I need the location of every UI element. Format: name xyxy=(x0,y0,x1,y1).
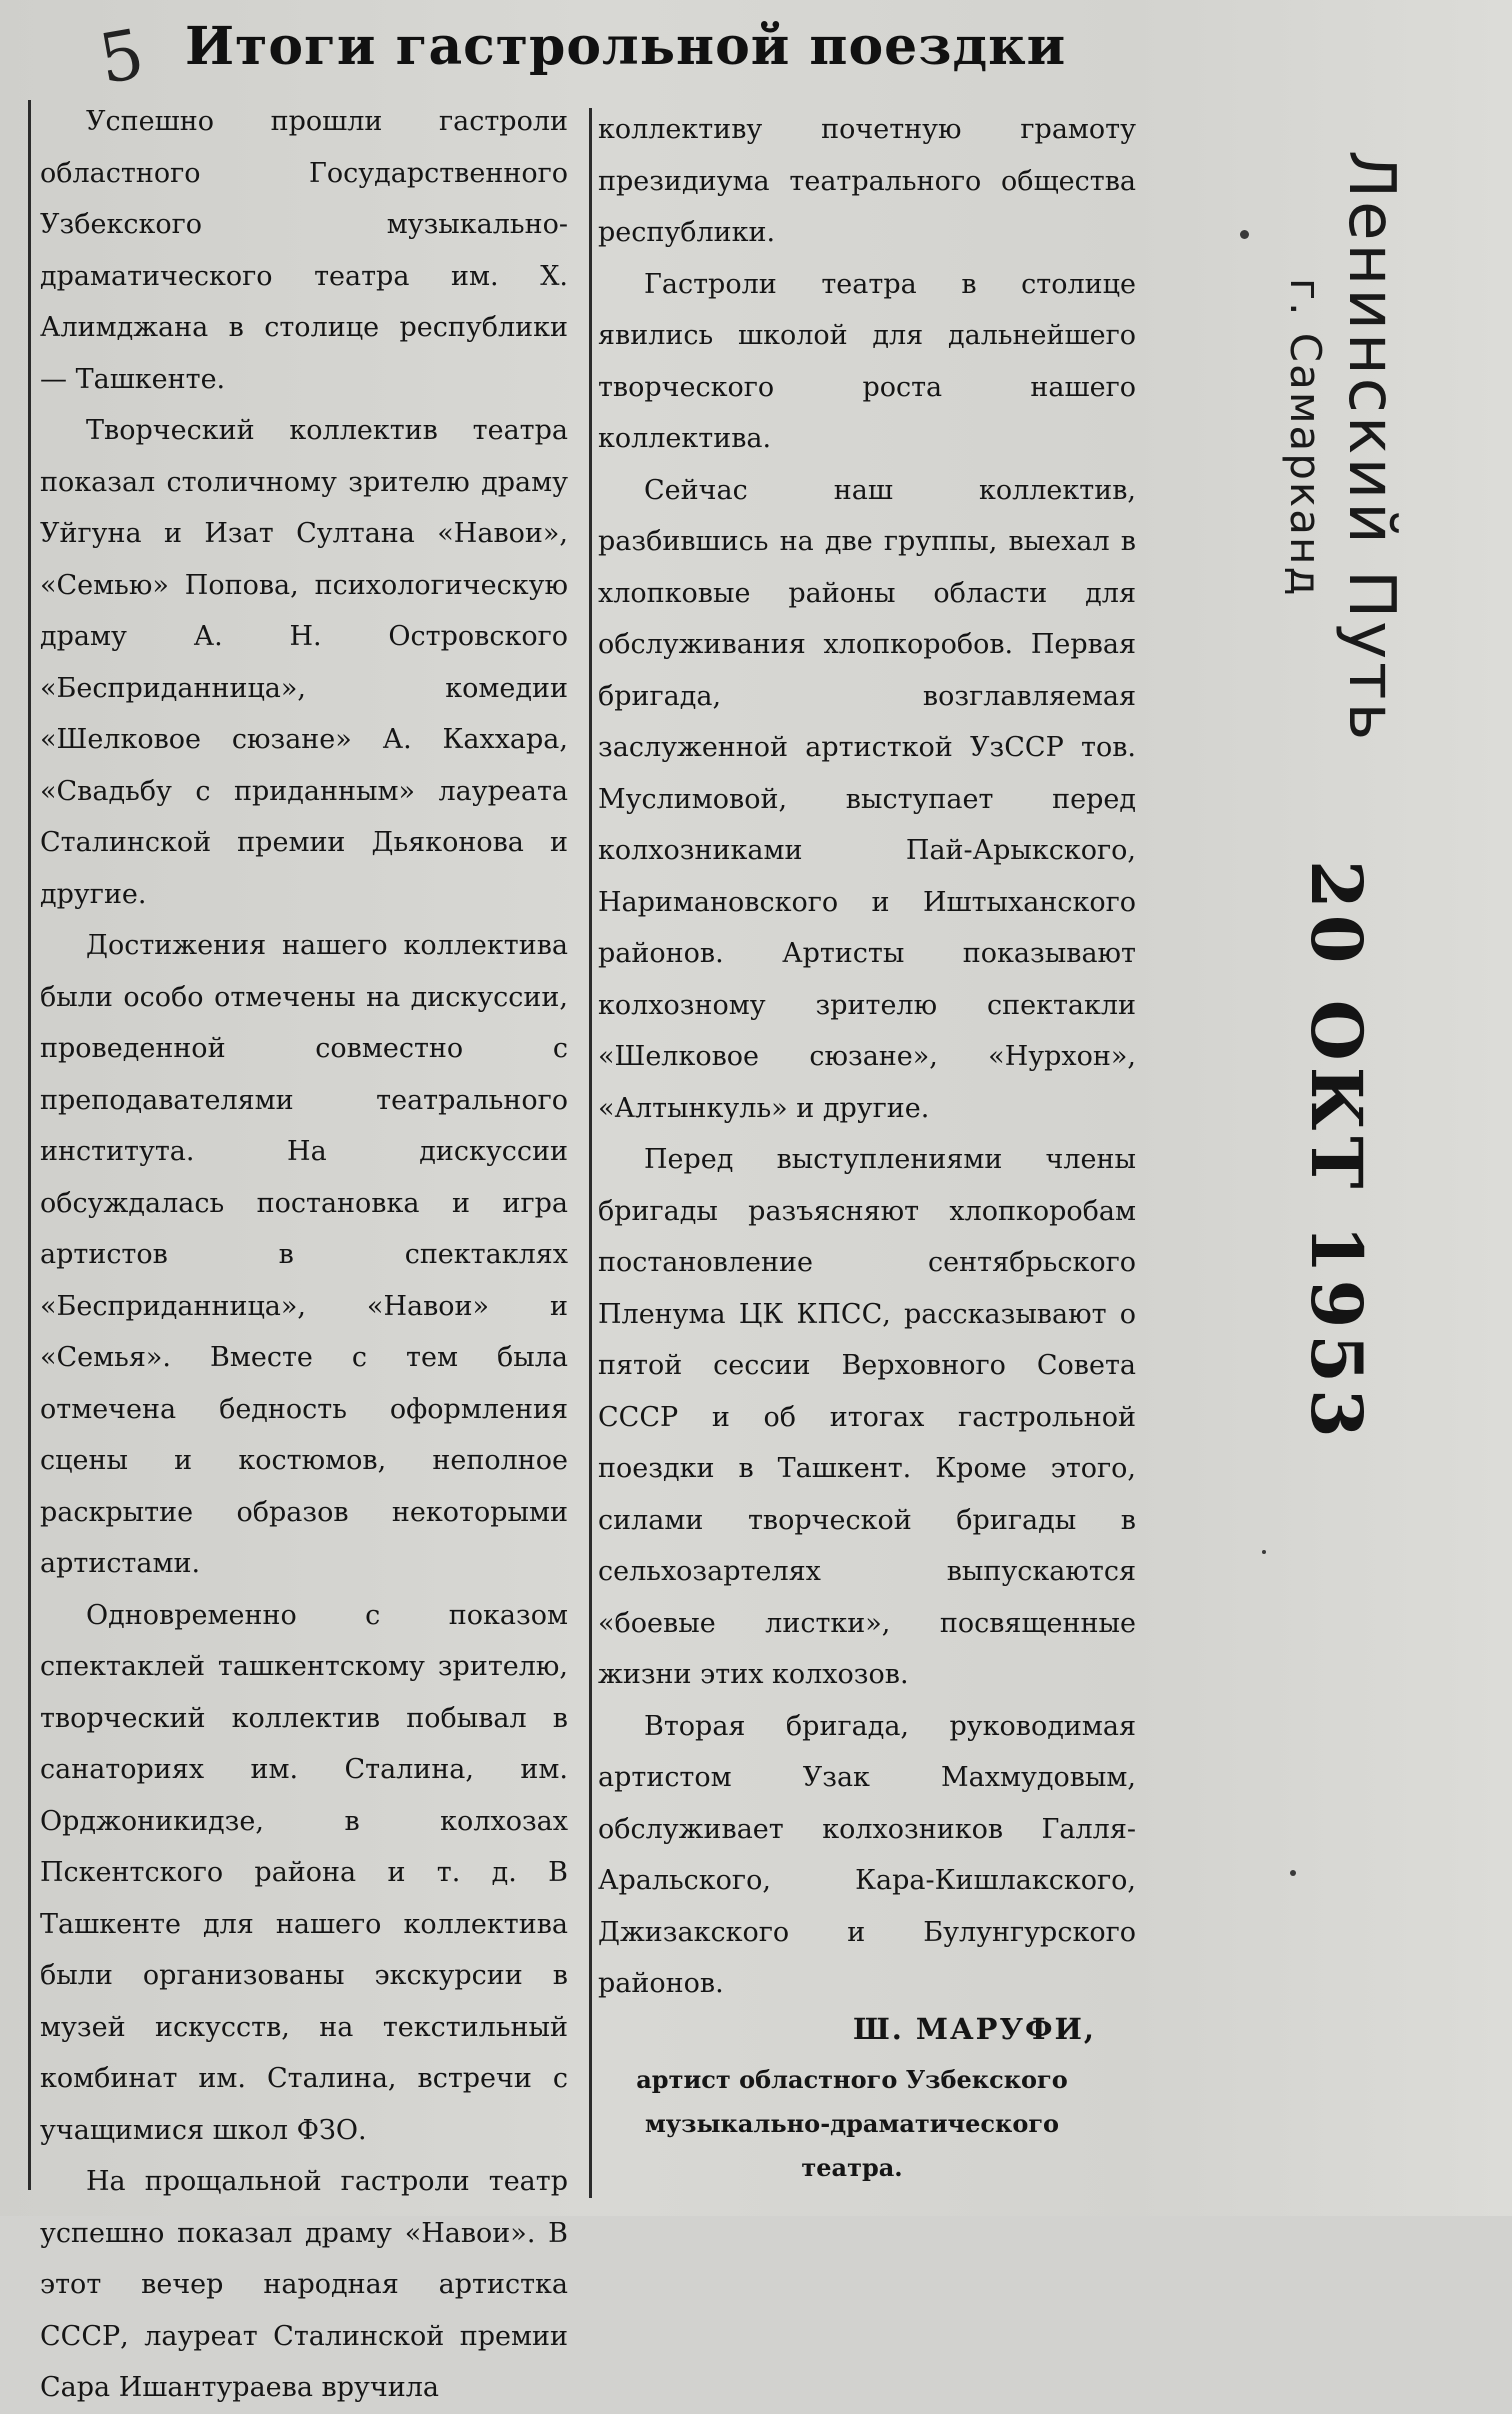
ink-speck xyxy=(1240,230,1249,239)
paragraph: Одновременно с показом спектаклей ташкентскому зрителю, творческий коллектив побывал в санаториях им. Сталина, им. Орджоникидзе, в колхозах Пскентского района и т. д. В Ташкенте для нашего коллектива были организованы экскурсии в музей искусств, на текстильный комбинат им. Сталина, встречи с учащимися школ ФЗО. xyxy=(40,1599,568,2146)
right-column xyxy=(598,104,1136,2010)
paragraph: Достижения нашего коллектива были особо отмечены на дискуссии, проведенной совместно с преподавателями театрального института. На дискуссии обсуждалась постановка и игра артистов в спектаклях «Бесприданница», «Навои» и «Семья». Вместе с тем была отмечена бедность оформления сцены и костюмов, неполное раскрытие образов некоторыми артистами. xyxy=(40,930,568,1579)
paragraph: На прощальной гастроли театр успешно показал драму «Навои». В этот вечер народная артистка СССР, лауреат Сталинской премии Сара Ишантураева вручила xyxy=(40,2166,568,2403)
paragraph: Творческий коллектив театра показал столичному зрителю драму Уйгуна и Изат Султана «Навои», «Семью» Попова, психологическую драму А. Н. Островского «Бесприданница», комедии «Шелковое сюзане» А. Каххара, «Свадьбу с приданным» лауреата Сталинской премии Дьяконова и другие. xyxy=(40,415,568,910)
author-role: артист областного Узбекского музыкально-драматического театра. xyxy=(636,2065,1068,2182)
ink-speck xyxy=(1262,1550,1266,1554)
paragraph: Вторая бригада, руководимая артистом Узак Махмудовым, обслуживает колхозников Галля-Аральского, Кара-Кишлакского, Джизакского и Булунгурского районов. xyxy=(598,1710,1136,1999)
author-name: Ш. МАРУФИ, xyxy=(852,2012,1096,2046)
paragraph: Успешно прошли гастроли областного Государственного Узбекского музыкально-драматического театра им. Х. Алимджана в столице республики — Ташкенте. xyxy=(40,106,568,395)
date-stamp: 20 ОКТ 1953 xyxy=(1295,860,1378,1444)
paragraph: Сейчас наш коллектив, разбившись на две группы, выехал в хлопковые районы области для обслуживания хлопкоробов. Первая бригада, возглавляемая заслуженной артисткой УзССР тов. Муслимовой, выступает перед колхозниками Пай-Арыкского, Наримановского и Иштыханского районов. Артисты показывают колхозному зрителю спектакли «Шелковое сюзане», «Нурхон», «Алтынкуль» и другие. xyxy=(598,474,1136,1124)
column-divider xyxy=(589,108,592,2198)
left-column xyxy=(40,96,568,2414)
paragraph: Перед выступлениями члены бригады разъясняют хлопкоробам постановление сентябрьского Пленума ЦК КПСС, рассказывают о пятой сессии Верховного Совета СССР и об итогах гастрольной поездки в Ташкент. Кроме этого, силами творческой бригады в сельхозартелях выпускаются «боевые листки», посвященные жизни этих колхозов. xyxy=(598,1144,1136,1690)
paragraph: Гастроли театра в столице явились школой для дальнейшего творческого роста нашего коллектива. xyxy=(598,268,1136,454)
newspaper-name-stamp: Ленинский Путь xyxy=(1334,150,1408,744)
paragraph-continuation: коллективу почетную грамоту президиума театрального общества республики. xyxy=(598,114,1136,248)
handwritten-mark: 5 xyxy=(93,14,150,101)
left-rule xyxy=(28,100,31,2190)
article-headline: Итоги гастрольной поездки xyxy=(185,16,1067,77)
ink-speck xyxy=(1290,1870,1296,1876)
newspaper-city-stamp: г. Самарканд xyxy=(1281,278,1330,598)
article-signature xyxy=(598,2000,1136,2190)
